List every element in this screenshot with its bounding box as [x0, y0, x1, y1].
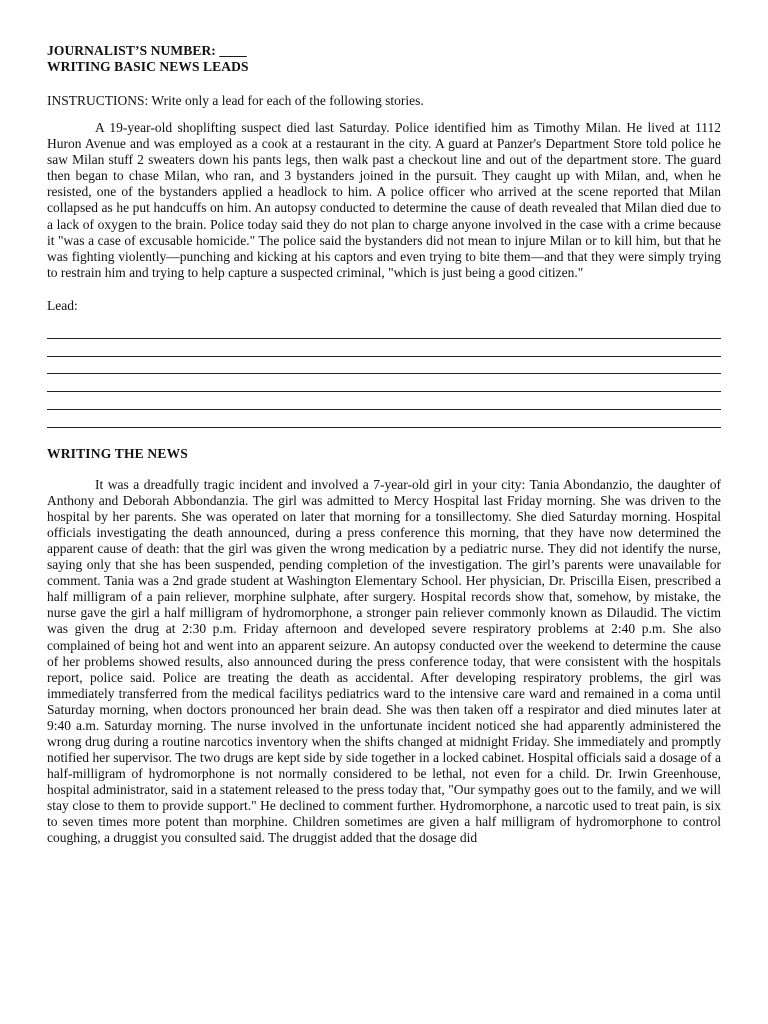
- story-paragraph-hospital: It was a dreadfully tragic incident and involved a 7-year-old girl in your city: Tania Abondanzio, the daughter of Anthony and Deborah Abbondanzia. The girl was admitted to Mercy Hospital last Friday morning. She was driven to the hospital by her parents. She was operated on later that morning for a tonsillectomy. She died Saturday morning. Hospital officials investigating the death announced, during a press conference this morning, that they have now determined the apparent cause of death: that the girl was given the wrong medication by a pediatric nurse. They did not identify the nurse, saying only that she has been suspended, pending completion of the investigation. The girl’s parents were unavailable for comment. Tania was a 2nd grade student at Washington Elementary School. Her physician, Dr. Priscilla Eisen, prescribed a half milligram of a pain reliever, morphine sulphate, after surgery. Hospital records show that, somehow, by mistake, the nurse gave the girl a half milligram of hydromorphone, a stronger pain reliever commonly known as Dilaudid. The victim was given the drug at 2:30 p.m. Friday afternoon and developed severe respiratory problems at 2:40 p.m. She also complained of being hot and went into an apparent seizure. An autopsy conducted over the weekend to determine the cause of her problems showed results, also announced during the press conference today, that were consistent with the hospitals report, police said. Police are treating the death as accidental. After developing respiratory problems, the girl was immediately transferred from the medical facilitys pediatrics ward to the intensive care ward and remained in a coma until Saturday morning, when doctors pronounced her brain dead. She was then taken off a respirator and died minutes later at 9:40 a.m. Saturday morning. The nurse involved in the unfortunate incident noticed she had apparently administered the wrong drug during a routine narcotics inventory when the shifts changed at midnight Friday. She immediately and promptly notified her supervisor. The two drugs are kept side by side together in a locked cabinet. Hospital officials said a dosage of a half-milligram of hydromorphone is not normally considered to be lethal, not even for a child. Dr. Irwin Greenhouse, hospital administrator, said in a statement released to the press today that, "Our sympathy goes out to the family, and we will stay close to them to provide support." He declined to comment further. Hydromorphone, a narcotic used to treat pain, is six to seven times more potent than morphine. Children sometimes are given a half milligram of hydromorphone to control coughing, a druggist you consulted said. The druggist added that the dosage did: [47, 476, 721, 846]
- story-paragraph-shoplifting: A 19-year-old shoplifting suspect died last Saturday. Police identified him as Timothy Milan. He lived at 1112 Huron Avenue and was employed as a cook at a restaurant in the city. A guard at Panzer's Department Store told police he saw Milan stuff 2 sweaters down his pants legs, then walk past a checkout line and out of the department store. The guard then began to chase Milan, who ran, and 3 bystanders joined in the pursuit. They caught up with Milan, and, when he resisted, one of the bystanders applied a headlock to him. A police officer who arrived at the scene reported that Milan collapsed as he put handcuffs on him. An autopsy conducted to determine the cause of death revealed that Milan died due to a lack of oxygen to the brain. Police today said they do not plan to charge anyone involved in the case with a crime because it "was a case of excusable homicide." The police said the bystanders did not mean to injure Milan or to kill him, but that he was fighting violently—punching and kicking at his captors and even trying to bite them—and that they were simply trying to restrain him and trying to help capture a suspected criminal, "which is just being a good citizen.": [47, 120, 721, 280]
- lead-answer-line: [47, 357, 721, 375]
- lead-answer-lines: [47, 321, 721, 428]
- lead-answer-line: [47, 392, 721, 410]
- lead-answer-line: [47, 410, 721, 428]
- lead-answer-line: [47, 374, 721, 392]
- lead-label: Lead:: [47, 297, 78, 313]
- worksheet-page: [47, 43, 721, 847]
- lead-answer-line: [47, 339, 721, 357]
- journalist-number-heading: JOURNALIST’S NUMBER: ____: [47, 43, 247, 58]
- instructions-text: INSTRUCTIONS: Write only a lead for each of the following stories.: [47, 93, 424, 108]
- worksheet-title: WRITING BASIC NEWS LEADS: [47, 59, 249, 74]
- section-title-writing-the-news: WRITING THE NEWS: [47, 445, 188, 461]
- lead-answer-line: [47, 321, 721, 339]
